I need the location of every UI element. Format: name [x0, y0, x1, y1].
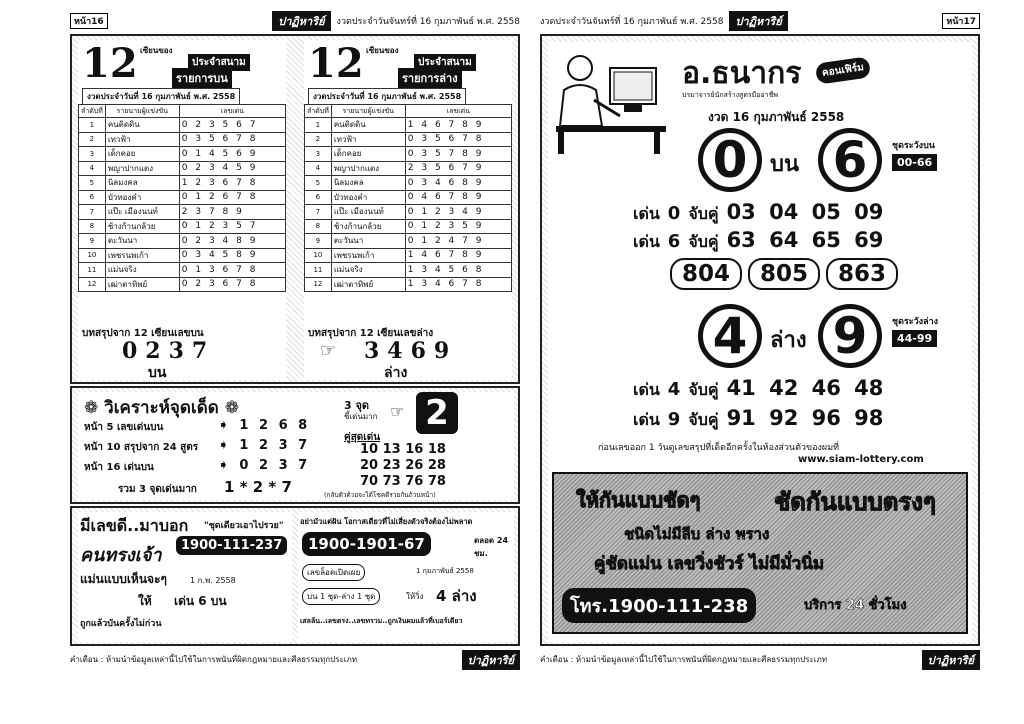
ad-right: [298, 512, 514, 642]
expert-name: แป๊ะ เมืองนนท์: [331, 205, 405, 220]
top-guard-label: ชุดระวังบน: [892, 141, 935, 151]
expert-name: เด็กคอย: [105, 147, 179, 162]
bottom-digit-2: 9: [818, 304, 882, 368]
analysis-frame: [70, 386, 520, 504]
expert-name: เพชรนพเก้า: [331, 248, 405, 263]
promo-line-3: คู่ชัดแม่น เลขวิ่งชัวร์ ไม่มีมั่วนิ่ม: [594, 554, 825, 574]
expert-digits: 0 1 2 3 5 7: [179, 219, 285, 234]
expert-digits: 0 1 2 6 7 8: [179, 190, 285, 205]
row-rank: 9: [305, 234, 332, 249]
upper-summary-label: บทสรุปจาก 12 เซียนเลขบน: [82, 328, 204, 339]
ad-right-phone[interactable]: 1900-1901-67: [302, 532, 431, 556]
right-header-date: งวดประจำวันจันทร์ที่ 16 กุมภาพันธ์ พ.ศ. 2558: [540, 17, 724, 27]
row-rank: 3: [305, 147, 332, 162]
lower-summary-tag: ล่าง: [384, 365, 408, 381]
expert-digits: 0 1 2 3 5 9: [405, 219, 511, 234]
right-page-number: หน้า17: [942, 13, 980, 29]
row-rank: 10: [79, 248, 106, 263]
bottom-row1-prefix: เด่น: [633, 380, 660, 399]
analysis-value-3: 0 2 3 7: [239, 458, 311, 473]
lower-experts-table: [304, 104, 512, 292]
top-row1-pair-label: จับคู่: [688, 204, 719, 223]
table-row: [305, 176, 512, 191]
top-guard-value: 00-66: [892, 154, 937, 171]
expert-digits: 0 1 2 3 4 9: [405, 205, 511, 220]
promo-phone[interactable]: โทร.1900-111-238: [562, 588, 756, 623]
analysis-value-2-wrap: ➧ 1 2 3 7: [218, 438, 311, 453]
ad-left-phone[interactable]: 1900-111-237: [176, 536, 287, 555]
lower-experts-panel: [304, 40, 512, 342]
top-label: บน: [770, 152, 800, 177]
expert-digits: 0 3 4 6 8 9: [405, 176, 511, 191]
expert-name: คนติดดิน: [331, 118, 405, 133]
expert-digits: 0 2 3 4 8 9: [179, 234, 285, 249]
left-header: [70, 10, 520, 32]
expert-digits: 1 4 6 7 8 9: [405, 118, 511, 133]
column-header: รายนามผู้แข่งขัน: [331, 105, 405, 118]
highlight-number-badge: 2: [416, 392, 458, 434]
lower-small-title: เซียนของ: [366, 46, 399, 55]
table-row: [305, 248, 512, 263]
expert-digits: 0 2 3 4 5 9: [179, 161, 285, 176]
jud-note: ชี้เด่นมาก: [344, 412, 378, 421]
pointing-hand-icon: ☞: [320, 340, 337, 361]
expert-name: แป๊ะ เมืองนนท์: [105, 205, 179, 220]
row-rank: 1: [79, 118, 106, 133]
table-row: [305, 190, 512, 205]
table-row: [79, 263, 286, 278]
row-rank: 11: [305, 263, 332, 278]
ad-left-line-5: ให้: [138, 594, 152, 608]
three-digit-1: 804: [670, 258, 742, 290]
table-row: [79, 132, 286, 147]
expert-name: แม่นจริง: [331, 263, 405, 278]
table-row: [305, 263, 512, 278]
expert-digits: 0 2 3 6 7 8: [179, 277, 285, 292]
expert-digits: 0 3 4 5 8 9: [179, 248, 285, 263]
left-brand-logo: ปาฏิหาริย์: [272, 11, 330, 31]
upper-experts-panel: [78, 40, 286, 342]
promo-line-1b: ชัดกันแบบตรงๆ: [774, 488, 936, 516]
pair-line: 70 73 76 78: [360, 474, 446, 489]
row-rank: 11: [79, 263, 106, 278]
expert-digits: 0 1 4 5 6 9: [179, 147, 285, 162]
row-rank: 9: [79, 234, 106, 249]
expert-name: บัวทองคำ: [105, 190, 179, 205]
column-header: รายนามผู้แข่งขัน: [105, 105, 179, 118]
promo-service: บริการ 24 ชั่วโมง: [804, 598, 907, 613]
expert-digits: 0 3 5 6 7 8: [179, 132, 285, 147]
pairs-footnote: (กลับตัวด้วยจะได้โชคดีรวยกันถ้วนหน้า): [324, 491, 436, 499]
pairs-list: [360, 442, 446, 490]
table-header-row: [79, 105, 286, 118]
promo-line-1a: ให้กันแบบชัดๆ: [576, 488, 701, 512]
expert-digits: 1 4 6 7 8 9: [405, 248, 511, 263]
row-rank: 2: [305, 132, 332, 147]
right-footer-warning: คำเตือน : ห้ามนำข้อมูลเหล่านี้ไปใช้ในการพนันที่ผิดกฎหมายและศีลธรรมทุกประเภท: [540, 655, 828, 664]
master-panel: [548, 42, 972, 642]
row-rank: 2: [79, 132, 106, 147]
table-row: [79, 147, 286, 162]
analysis-line-1: หน้า 5 เลขเด่นบน: [84, 422, 164, 433]
table-header-row: [305, 105, 512, 118]
ads-frame: [70, 506, 520, 646]
upper-tag-list: รายการบน: [172, 68, 232, 88]
table-row: [79, 118, 286, 133]
analysis-value-1-wrap: ➧ 1 2 6 8: [218, 418, 311, 433]
promo-line-2: ชนิดไม่มีลีบ ล่าง พราง: [624, 525, 770, 543]
top-pair-row-1: [633, 200, 883, 227]
table-row: [79, 219, 286, 234]
row-rank: 4: [79, 161, 106, 176]
ad-right-title: อย่ามัวแต่ฝัน โอกาสเดียวที่ไม่เสี่ยงตัวจริงต้องไม่พลาด: [300, 517, 473, 526]
lower-table-wrap: [304, 104, 512, 292]
table-row: [79, 205, 286, 220]
table-row: [305, 205, 512, 220]
row-rank: 1: [305, 118, 332, 133]
row-rank: 8: [305, 219, 332, 234]
right-page: [540, 10, 980, 670]
top-pair-row-2: [633, 228, 883, 255]
top-row2-prefix: เด่น: [633, 232, 660, 251]
expert-name: บัวทองคำ: [331, 190, 405, 205]
expert-digits: 0 3 5 6 7 8: [405, 132, 511, 147]
table-row: [79, 277, 286, 292]
twelve-experts-frame: [70, 34, 520, 384]
upper-summary-digits: 0237: [122, 338, 216, 364]
top-digit-2: 6: [818, 128, 882, 192]
expert-name: ช้างก้านกล้วย: [105, 219, 179, 234]
expert-name: พญาปากแดง: [331, 161, 405, 176]
confirm-badge: คอนเฟิร์ม: [815, 56, 871, 84]
row-rank: 10: [305, 248, 332, 263]
jud-count: 3 จุด: [344, 399, 370, 412]
left-page-number: หน้า16: [70, 13, 108, 29]
expert-name: เด็กคอย: [331, 147, 405, 162]
table-row: [305, 147, 512, 162]
table-row: [305, 277, 512, 292]
table-row: [79, 234, 286, 249]
row-rank: 6: [305, 190, 332, 205]
ad-left-line-4: แม่นแบบเห็นจะๆ: [80, 572, 167, 586]
left-page: [70, 10, 520, 670]
website-link[interactable]: www.siam-lottery.com: [798, 454, 924, 465]
upper-experts-table: [78, 104, 286, 292]
expert-digits: 2 3 7 8 9: [179, 205, 285, 220]
notice-text: ก่อนเลขออก 1 วันดูเลขสรุปที่เด็ดอีกครั้งในห้องส่วนตัวของผมที่: [598, 443, 840, 453]
expert-name: ตะวันนา: [105, 234, 179, 249]
analysis-panel: [78, 392, 514, 500]
table-row: [305, 118, 512, 133]
left-footer-brand: ปาฏิหาริย์: [462, 650, 520, 670]
upper-small-title: เซียนของ: [140, 46, 173, 55]
ad-right-lock: เลขล็อคเปิดเผย: [302, 564, 365, 581]
right-brand-logo: ปาฏิหาริย์: [729, 11, 787, 31]
expert-digits: 0 1 3 6 7 8: [179, 263, 285, 278]
master-name: อ.ธนากร: [682, 56, 802, 91]
master-draw-date: งวด 16 กุมภาพันธ์ 2558: [708, 110, 845, 124]
column-header: ลำดับที่: [305, 105, 332, 118]
top-row2-pair-label: จับคู่: [688, 232, 719, 251]
table-row: [305, 132, 512, 147]
column-header: ลำดับที่: [79, 105, 106, 118]
expert-name: นิลมงคล: [331, 176, 405, 191]
master-subtitle: ปรมาจารย์นักสร้างสูตรมืออาชีพ: [682, 91, 778, 99]
ad-right-run: ให้วิ่ง: [406, 592, 424, 601]
upper-big-number: 12: [82, 40, 138, 87]
ad-left: [78, 512, 292, 642]
top-row2-pairs: 63 64 65 69: [726, 228, 884, 252]
analysis-value-4: 1 * 2 * 7: [224, 478, 292, 496]
expert-name: แม่นจริง: [105, 263, 179, 278]
bottom-digit-1: 4: [698, 304, 762, 368]
bottom-pair-row-1: [633, 376, 883, 403]
row-rank: 8: [79, 219, 106, 234]
bottom-row1-pair-label: จับคู่: [688, 380, 719, 399]
bottom-label: ล่าง: [770, 328, 807, 353]
expert-name: นิลมงคล: [105, 176, 179, 191]
bottom-row2-digit: 9: [667, 409, 681, 430]
expert-name: เพชรนพเก้า: [105, 248, 179, 263]
expert-name: ตะวันนา: [331, 234, 405, 249]
pair-line: 10 13 16 18: [360, 442, 446, 457]
ad-left-name: คนทรงเจ้า: [80, 545, 162, 566]
row-rank: 5: [79, 176, 106, 191]
expert-digits: 1 3 4 6 7 8: [405, 277, 511, 292]
expert-name: ช้างก้านกล้วย: [331, 219, 405, 234]
analysis-line-3: หน้า 16 เด่นบน: [84, 462, 154, 473]
ad-right-date: 1 กุมภาพันธ์ 2558: [416, 567, 474, 575]
three-digit-3: 863: [826, 258, 898, 290]
expert-digits: 2 3 5 6 7 9: [405, 161, 511, 176]
promo-box: [552, 472, 968, 634]
lower-big-number: 12: [308, 40, 364, 87]
ad-left-title: มีเลขดี..มาบอก: [80, 516, 189, 535]
row-rank: 6: [79, 190, 106, 205]
analysis-value-2: 1 2 3 7: [239, 438, 311, 453]
analysis-value-3-wrap: ➧ 0 2 3 7: [218, 458, 311, 473]
upper-table-wrap: [78, 104, 286, 292]
analysis-title-wrap: ❁ วิเคราะห์จุดเด็ด ❁: [84, 398, 239, 418]
pair-line: 20 23 26 28: [360, 458, 446, 473]
right-footer-brand: ปาฏิหาริย์: [922, 650, 980, 670]
table-row: [79, 176, 286, 191]
ad-right-hours: ตลอด 24 ชม.: [474, 536, 509, 558]
expert-digits: 1 2 3 6 7 8: [179, 176, 285, 191]
upper-summary: [78, 326, 286, 380]
bottom-guard-label: ชุดระวังล่าง: [892, 317, 939, 327]
analysis-title: วิเคราะห์จุดเด็ด: [104, 398, 219, 418]
bottom-row2-pairs: 91 92 96 98: [726, 406, 884, 430]
upper-summary-tag: บน: [148, 365, 167, 381]
table-row: [79, 248, 286, 263]
bottom-pair-row-2: [633, 406, 883, 433]
column-header: เลขเด่น: [405, 105, 511, 118]
ad-left-subtitle: "ชุดเดียวเอาไปรวย": [204, 521, 284, 531]
expert-name: พญาปากแดง: [105, 161, 179, 176]
expert-digits: 0 1 2 4 7 9: [405, 234, 511, 249]
right-header: [540, 10, 980, 32]
expert-digits: 0 3 5 7 8 9: [405, 147, 511, 162]
top-row1-prefix: เด่น: [633, 204, 660, 223]
top-digit-1: 0: [698, 128, 762, 192]
row-rank: 12: [79, 277, 106, 292]
lower-tag-list: รายการล่าง: [398, 68, 462, 88]
lower-summary: [304, 326, 512, 380]
upper-tag-arena: ประจำสนาม: [188, 54, 250, 71]
upper-date: งวดประจำวันที่ 16 กุมภาพันธ์ พ.ศ. 2558: [82, 88, 240, 105]
column-header: เลขเด่น: [179, 105, 285, 118]
person-at-computer-illustration: [550, 46, 670, 156]
row-rank: 3: [79, 147, 106, 162]
row-rank: 4: [305, 161, 332, 176]
expert-name: เฒ่าตาทิพย์: [331, 277, 405, 292]
top-row2-digit: 6: [667, 231, 681, 252]
top-row1-pairs: 03 04 05 09: [726, 200, 884, 224]
expert-digits: 0 2 3 5 6 7: [179, 118, 285, 133]
ad-left-line-6: ถูกแล้วบันครั้งไม่ก่วน: [80, 619, 162, 629]
bottom-row1-pairs: 41 42 46 48: [726, 376, 884, 400]
ad-right-lower: 4 ล่าง: [436, 587, 477, 605]
bottom-row1-digit: 4: [667, 379, 681, 400]
row-rank: 5: [305, 176, 332, 191]
bottom-guard-value: 44-99: [892, 330, 937, 347]
expert-name: เทวฟ้า: [331, 132, 405, 147]
ad-right-footer: เสลล้น..เลขตรง..เลขทรวม..ถูกเงินผมแล้วที่เบอร์เดียว: [300, 617, 463, 625]
analysis-line-4: รวม 3 จุดเด่นมาก: [118, 484, 197, 495]
lower-summary-label: บทสรุปจาก 12 เซียนเลขล่าง: [308, 328, 434, 339]
ad-left-date: 1 ก.พ. 2558: [190, 576, 236, 585]
top-row1-digit: 0: [667, 203, 681, 224]
analysis-line-2: หน้า 10 สรุปจาก 24 สูตร: [84, 442, 199, 453]
ad-left-line-5b: เด่น 6 บน: [174, 594, 227, 608]
table-row: [305, 219, 512, 234]
expert-name: คนติดดิน: [105, 118, 179, 133]
left-header-date: งวดประจำวันจันทร์ที่ 16 กุมภาพันธ์ พ.ศ. 2558: [336, 17, 520, 27]
row-rank: 7: [79, 205, 106, 220]
pairs-title: คู่สุดเด่น: [344, 432, 381, 443]
lower-date: งวดประจำวันที่ 16 กุมภาพันธ์ พ.ศ. 2558: [308, 88, 466, 105]
row-rank: 7: [305, 205, 332, 220]
expert-name: เทวฟ้า: [105, 132, 179, 147]
pointing-hand-icon-2: ☞: [390, 402, 405, 421]
table-row: [79, 190, 286, 205]
lower-summary-digits: 3469: [364, 338, 458, 364]
row-rank: 12: [305, 277, 332, 292]
ad-right-sets: บน 1 ชุด-ล่าง 1 ชุด: [302, 588, 380, 605]
expert-name: เฒ่าตาทิพย์: [105, 277, 179, 292]
expert-digits: 1 3 4 5 6 8: [405, 263, 511, 278]
expert-digits: 0 4 6 7 8 9: [405, 190, 511, 205]
table-row: [79, 161, 286, 176]
three-digit-2: 805: [748, 258, 820, 290]
bottom-row2-pair-label: จับคู่: [688, 410, 719, 429]
table-row: [305, 234, 512, 249]
table-row: [305, 161, 512, 176]
analysis-value-1: 1 2 6 8: [239, 418, 311, 433]
lower-tag-arena: ประจำสนาม: [414, 54, 476, 71]
bottom-row2-prefix: เด่น: [633, 410, 660, 429]
left-footer-warning: คำเตือน : ห้ามนำข้อมูลเหล่านี้ไปใช้ในการพนันที่ผิดกฎหมายและศีลธรรมทุกประเภท: [70, 655, 358, 664]
master-frame: [540, 34, 980, 646]
